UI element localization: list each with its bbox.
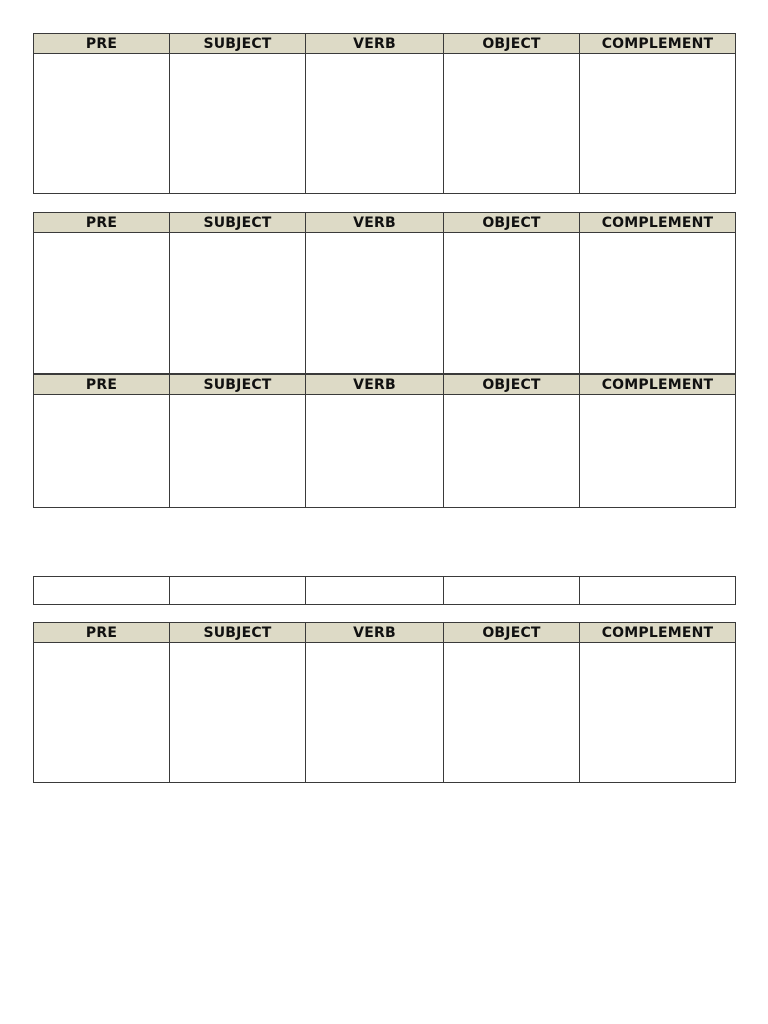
header-object: OBJECT: [444, 213, 580, 233]
header-subject: SUBJECT: [170, 34, 306, 54]
sentence-table-3: [33, 374, 736, 508]
table-row: [34, 577, 736, 605]
header-complement: COMPLEMENT: [580, 375, 736, 395]
cell-verb[interactable]: [306, 54, 444, 194]
sentence-table-2: [33, 212, 736, 374]
cell-object[interactable]: [444, 395, 580, 508]
cell-complement[interactable]: [580, 395, 736, 508]
sentence-table-5: [33, 622, 736, 783]
cell-verb[interactable]: [306, 643, 444, 783]
header-complement: COMPLEMENT: [580, 623, 736, 643]
header-complement: COMPLEMENT: [580, 34, 736, 54]
table-header-row: [34, 623, 736, 643]
cell-subject[interactable]: [170, 643, 306, 783]
table-header-row: [34, 34, 736, 54]
header-subject: SUBJECT: [170, 213, 306, 233]
cell-complement[interactable]: [580, 577, 736, 605]
header-pre: PRE: [34, 375, 170, 395]
cell-complement[interactable]: [580, 643, 736, 783]
header-verb: VERB: [306, 213, 444, 233]
cell-complement[interactable]: [580, 233, 736, 374]
sentence-table-1: [33, 33, 736, 194]
header-pre: PRE: [34, 213, 170, 233]
table-header-row: [34, 213, 736, 233]
header-subject: SUBJECT: [170, 375, 306, 395]
cell-object[interactable]: [444, 643, 580, 783]
cell-pre[interactable]: [34, 577, 170, 605]
cell-subject[interactable]: [170, 395, 306, 508]
cell-subject[interactable]: [170, 233, 306, 374]
cell-object[interactable]: [444, 54, 580, 194]
cell-pre[interactable]: [34, 643, 170, 783]
header-verb: VERB: [306, 375, 444, 395]
header-object: OBJECT: [444, 623, 580, 643]
cell-pre[interactable]: [34, 233, 170, 374]
cell-complement[interactable]: [580, 54, 736, 194]
cell-verb[interactable]: [306, 233, 444, 374]
table-row: [34, 54, 736, 194]
header-pre: PRE: [34, 623, 170, 643]
header-complement: COMPLEMENT: [580, 213, 736, 233]
cell-pre[interactable]: [34, 395, 170, 508]
cell-pre[interactable]: [34, 54, 170, 194]
cell-subject[interactable]: [170, 577, 306, 605]
cell-subject[interactable]: [170, 54, 306, 194]
table-header-row: [34, 375, 736, 395]
cell-object[interactable]: [444, 577, 580, 605]
table-row: [34, 395, 736, 508]
header-pre: PRE: [34, 34, 170, 54]
sentence-table-4: [33, 576, 736, 605]
header-object: OBJECT: [444, 34, 580, 54]
cell-verb[interactable]: [306, 395, 444, 508]
header-object: OBJECT: [444, 375, 580, 395]
header-verb: VERB: [306, 34, 444, 54]
table-row: [34, 233, 736, 374]
cell-object[interactable]: [444, 233, 580, 374]
header-subject: SUBJECT: [170, 623, 306, 643]
table-row: [34, 643, 736, 783]
header-verb: VERB: [306, 623, 444, 643]
cell-verb[interactable]: [306, 577, 444, 605]
